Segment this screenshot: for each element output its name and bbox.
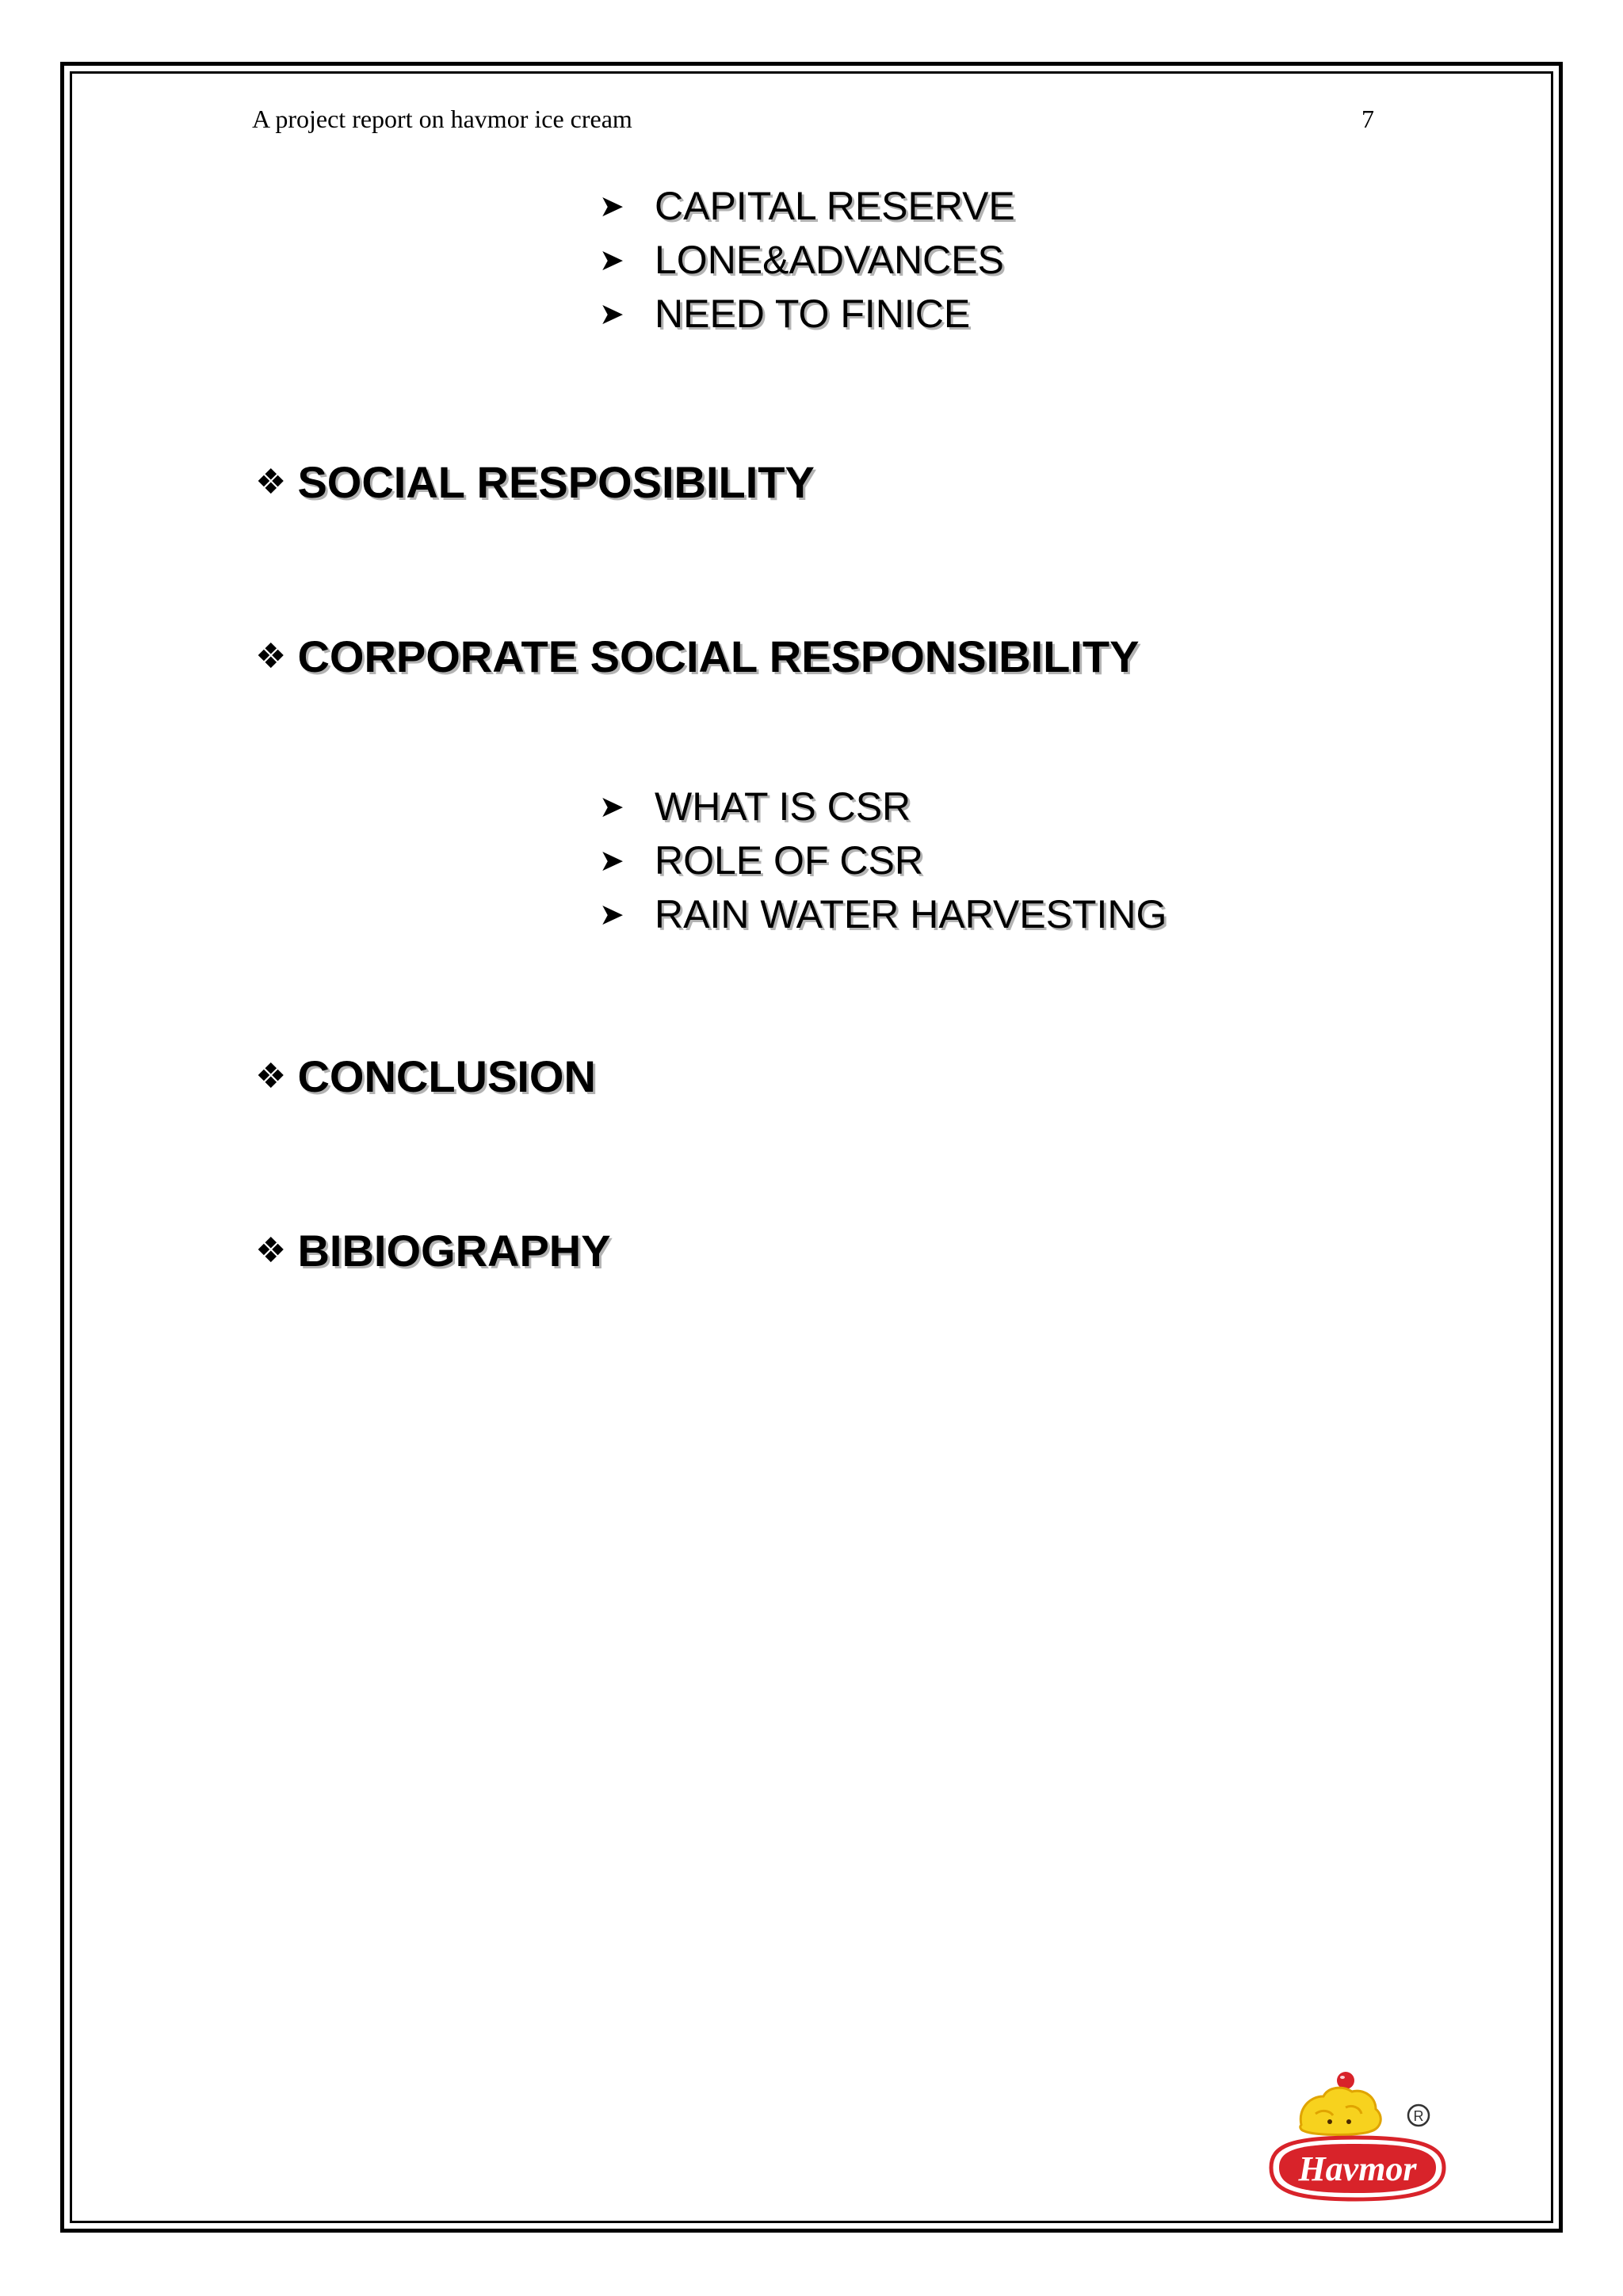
four-diamond-icon: ❖ [255, 1231, 287, 1270]
list-item [599, 887, 1167, 941]
page-border-inner [70, 71, 1553, 2223]
capital-sub-list [599, 179, 1015, 341]
ice-cream-scoop-icon [1300, 2088, 1381, 2134]
section-heading-label: CORPORATE SOCIAL RESPONSIBILITY [297, 631, 1140, 681]
list-item-label: RAIN WATER HARVESTING [655, 892, 1167, 936]
list-item-label: WHAT IS CSR [655, 784, 911, 829]
arrowhead-icon: ➤ [599, 844, 624, 878]
logo-wordmark: Havmor [1298, 2149, 1417, 2188]
four-diamond-icon: ❖ [255, 1057, 287, 1096]
list-item [599, 833, 1167, 887]
page-number: 7 [1361, 105, 1374, 133]
arrowhead-icon: ➤ [599, 790, 624, 824]
section-heading-label: BIBIOGRAPHY [297, 1226, 611, 1276]
section-heading-conclusion [255, 1051, 596, 1102]
list-item-label: ROLE OF CSR [655, 838, 923, 883]
list-item-label: CAPITAL RESERVE [655, 184, 1015, 228]
section-heading-label: CONCLUSION [297, 1051, 596, 1101]
list-item-label: NEED TO FINICE [655, 292, 971, 336]
arrowhead-icon: ➤ [599, 898, 624, 932]
running-header: A project report on havmor ice cream [252, 105, 632, 133]
four-diamond-icon: ❖ [255, 637, 287, 676]
arrowhead-icon: ➤ [599, 189, 624, 223]
four-diamond-icon: ❖ [255, 463, 287, 502]
section-heading-label: SOCIAL RESPOSIBILITY [297, 457, 815, 507]
section-heading-bibliography [255, 1225, 611, 1276]
list-item-label: LONE&ADVANCES [655, 238, 1004, 282]
list-item [599, 780, 1167, 833]
list-item [599, 179, 1015, 233]
list-item [599, 287, 1015, 341]
list-item [599, 233, 1015, 287]
registered-mark: R [1413, 2108, 1424, 2124]
csr-sub-list [599, 780, 1167, 941]
havmor-logo [1260, 2069, 1458, 2212]
section-heading-social [255, 456, 815, 508]
arrowhead-icon: ➤ [599, 243, 624, 277]
section-heading-csr [255, 631, 1139, 682]
arrowhead-icon: ➤ [599, 297, 624, 331]
